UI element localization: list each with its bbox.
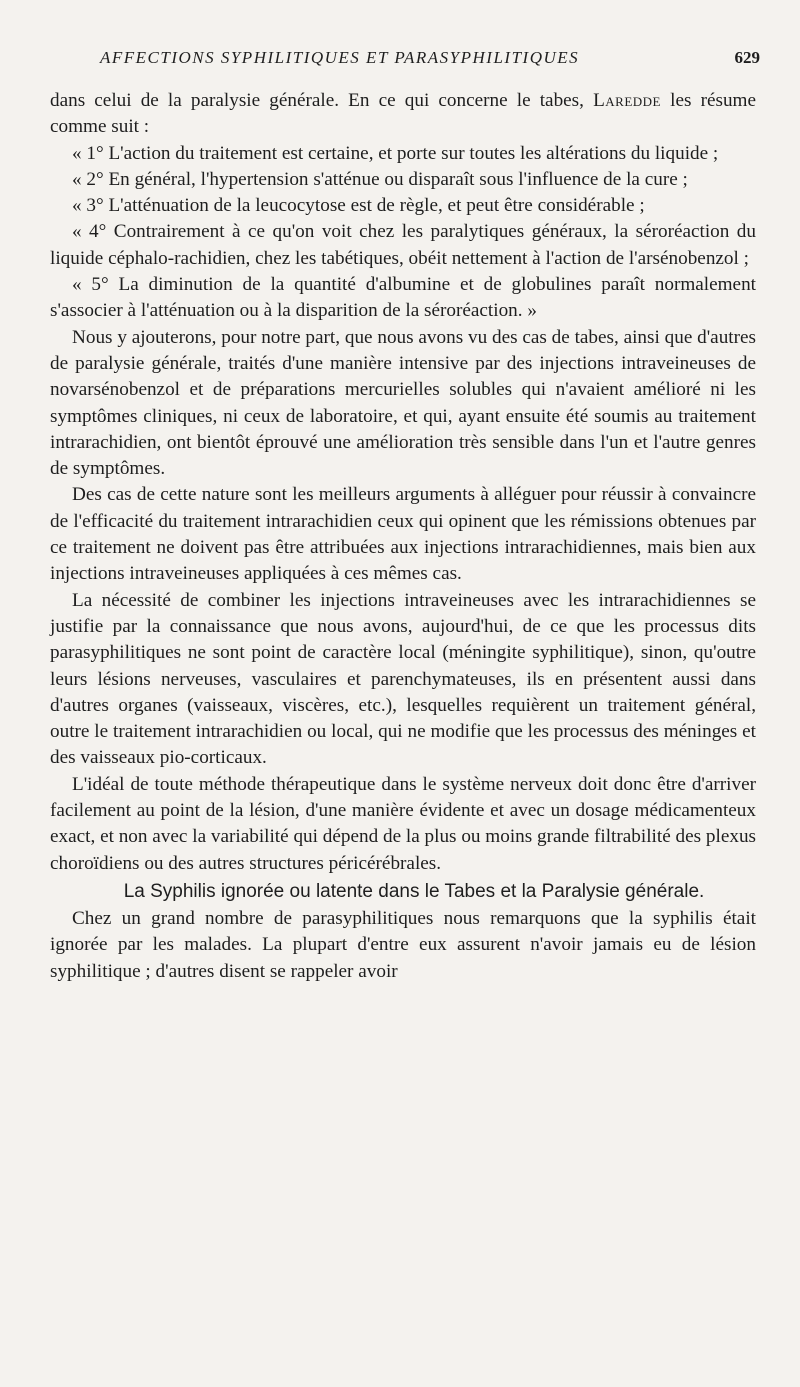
section-paragraph: Chez un grand nombre de parasyphilitiques nous remarquons que la syphilis était ignorée par les malades. La plupart d'entre eux assurent n'avoir jamais eu de lésion syphilitique ; d'autres disent se rappeler avoir (50, 907, 756, 982)
running-title: AFFECTIONS SYPHILITIQUES ET PARASYPHILITIQUES (100, 48, 580, 67)
page-number: 629 (734, 48, 760, 67)
author-name: Laredde (593, 90, 662, 111)
page-body (50, 88, 756, 985)
body-paragraph-2: Des cas de cette nature sont les meilleurs arguments à alléguer pour réussir à convaincre de l'efficacité du traitement intrarachidien ceux qui opinent que les rémissions obtenues par ce traitement ne doivent pas être attribuées aux injections intrarachidiennes, mais bien aux injections intraveineuses appliquées à ces mêmes cas. (50, 484, 756, 585)
intro-text-after: les résume comme suit : (50, 90, 756, 138)
intro-text-before: dans celui de la paralysie générale. En ce qui concerne le tabes, (50, 90, 594, 111)
quoted-point-5: « 5° La diminution de la quantité d'albumine et de globulines paraît normalement s'associer à l'atténuation ou à la disparition de la séroréaction. » (50, 274, 756, 322)
body-paragraph-4: L'idéal de toute méthode thérapeutique dans le système nerveux doit donc être d'arriver facilement au point de la lésion, d'une manière évidente et avec un dosage médicamenteux exact, et non avec la variabilité qui dépend de la plus ou moins grande filtrabilité des plexus choroïdiens ou des autres structures péricérébrales. (50, 773, 756, 874)
body-paragraph-3: La nécessité de combiner les injections intraveineuses avec les intrarachidiennes se justifie par la connaissance que nous avons, aujourd'hui, de ce que les processus dits parasyphilitiques ne sont point de caractère local (méningite syphilitique), sinon, qu'outre leurs lésions nerveuses, vasculaires et parenchymateuses, ils en présentent aussi dans d'autres organes (vaisseaux, viscères, etc.), lesquelles requièrent un traitement général, outre le traitement intrarachidien ou local, qui ne modifie que les processus des méninges et des vaisseaux pio-corticaux. (50, 589, 756, 769)
body-paragraph-1: Nous y ajouterons, pour notre part, que nous avons vu des cas de tabes, ainsi que d'autres de paralysie générale, traités d'une manière intensive par des injections intraveineuses de novarsénobenzol et de préparations mercurielles solubles qui n'avaient amélioré ni les symptômes cliniques, ni ceux de laboratoire, et qui, ayant ensuite été soumis au traitement intrarachidien, ont bientôt éprouvé une amélioration très sensible dans l'un et l'autre genres de symptômes. (50, 326, 756, 480)
quoted-point-2: « 2° En général, l'hypertension s'atténue ou disparaît sous l'influence de la cure ; (72, 168, 688, 190)
section-title: La Syphilis ignorée ou latente dans le Tabes et la Paralysie générale. (123, 880, 705, 902)
quoted-point-3: « 3° L'atténuation de la leucocytose est de règle, et peut être considérable ; (72, 195, 645, 217)
running-head (100, 48, 760, 68)
quoted-point-4: « 4° Contrairement à ce qu'on voit chez les paralytiques généraux, la séroréaction du liquide céphalo-rachidien, chez les tabétiques, obéit nettement à l'action de l'arsénobenzol ; (50, 221, 756, 269)
intro-paragraph (50, 88, 756, 141)
quoted-point-1: « 1° L'action du traitement est certaine, et porte sur toutes les altérations du liquide ; (72, 142, 719, 164)
